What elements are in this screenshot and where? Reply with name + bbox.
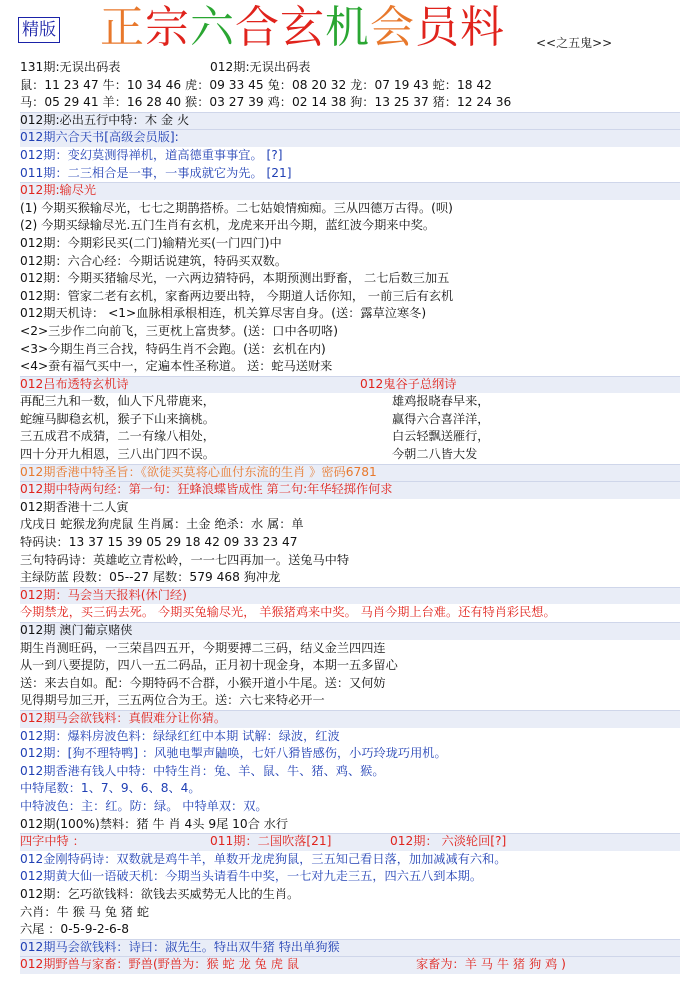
text-line	[20, 552, 680, 570]
line-text: 三句特码诗：英雄屹立青松岭，一一七四再加一。送兔马中特	[20, 552, 350, 567]
text-line	[20, 182, 680, 200]
line-text: 012期黄大仙一语破天机：今期当头请看牛中奖，一七对九走三五，四六五八到本期。	[20, 869, 483, 884]
divider	[20, 710, 680, 711]
page-header	[0, 0, 690, 58]
line-text: 012期香港十二人寅	[20, 499, 129, 514]
line-text: 012期天机诗： <1>血脉相承根相连，机关算尽害自身。(送：露草泣寒冬)	[20, 306, 427, 321]
line-text: <3>今期生肖三合找，特码生肖不会跑。(送：玄机在内)	[20, 341, 326, 356]
text-line	[20, 393, 680, 411]
text-line	[20, 657, 680, 675]
title-char: 员	[415, 2, 460, 53]
divider	[20, 622, 680, 623]
line-text: 012期：变幻莫测得禅机，道高德重事事宜。 [?]	[20, 147, 283, 162]
line-text: 012期：管家二老有玄机，家畜两边要出特， 今期道人话你知， 一前三后有玄机	[20, 288, 454, 303]
divider	[20, 481, 680, 482]
line-text: 012期:必出五行中特：木 金 火	[20, 112, 190, 127]
line-text: 011期：二三相合是一事，一事成就它为先。 [21]	[20, 165, 292, 180]
text-line	[20, 622, 680, 640]
text-line	[20, 710, 680, 728]
page-title	[100, 2, 505, 54]
line-text: 送：来去自如。配：今期特码不合群，小猴开道小牛尾。送：又何妨	[20, 675, 386, 690]
text-line	[20, 851, 680, 869]
line-text-left: 012期野兽与家畜：野兽(野兽为：猴 蛇 龙 兔 虎 鼠	[20, 957, 299, 972]
text-line	[20, 77, 680, 95]
line-text-left: 012吕布透特玄机诗	[20, 376, 129, 391]
divider	[20, 939, 680, 940]
line-text: 从一到八要提防，四八一五二码品，正月初十现金身，本期一五多留心	[20, 658, 398, 673]
text-line	[20, 94, 680, 112]
line-text: 012期(100%)禁料：猪 牛 肖 4头 9尾 10合 水行	[20, 816, 289, 831]
text-line	[20, 921, 680, 939]
text-line	[20, 798, 680, 816]
text-line	[20, 270, 680, 288]
text-line	[20, 763, 680, 781]
title-char: 玄	[280, 2, 325, 53]
line-text: 期生肖测旺码，一三荣昌四五开，今期要搏二三码，结义金兰四四连	[20, 640, 386, 655]
line-text: 012期马会欲钱料：诗曰：淑先生。特出双牛猪 特出单狗猴	[20, 939, 340, 954]
line-text: 012期中特两句经：第一句：狂蜂浪蝶皆成性 第二句:年华轻掷作何求	[20, 482, 393, 497]
text-line	[20, 745, 680, 763]
text-line	[20, 200, 680, 218]
line-text: 012期香港中特圣旨：《欲徒买莫将心血付东流的生肖 》密码6781	[20, 464, 377, 479]
line-text: 012期香港有钱人中特：中特生肖：兔、羊、鼠、牛、猪、鸡、猴。	[20, 763, 385, 778]
text-line	[20, 411, 680, 429]
line-text-right: 家畜为：羊 马 牛 猪 狗 鸡 )	[416, 957, 566, 972]
author-label: <<之五鬼>>	[536, 36, 613, 50]
text-line	[20, 587, 680, 605]
line-text: 见得期号加三开，三五两位合为王。送：六七来特必开一	[20, 693, 325, 708]
line-text: 012金刚特码诗：双数就是鸡牛羊，单数开龙虎狗鼠，三五知己看日落，加加减减有六和。	[20, 851, 507, 866]
divider	[20, 112, 680, 113]
text-line	[20, 640, 680, 658]
line-text-right: 012鬼谷子总纲诗	[360, 376, 457, 391]
text-line	[20, 147, 680, 165]
text-line	[20, 499, 680, 517]
line-text-right: 012期： 六淡轮回[?]	[390, 834, 507, 849]
text-line	[20, 886, 680, 904]
line-text-right: 012期:无误出码表	[210, 60, 311, 74]
text-line	[20, 816, 680, 834]
line-text-left: 蛇缠马脚稳玄机，猴子下山来摘桃。	[20, 411, 215, 426]
text-line	[20, 516, 680, 534]
title-char: 机	[325, 2, 370, 53]
text-line	[20, 217, 680, 235]
line-text: <4>蚕有福气买中一，定遍本性圣称道。 送：蛇马送财来	[20, 359, 333, 374]
line-text: 012期：今期彩民买(二门)输精光买(一门四门)中	[20, 235, 282, 250]
text-line	[20, 464, 680, 482]
line-text: 中特波色：主：红。防：绿。 中特单双：双。	[20, 798, 268, 813]
text-line	[20, 288, 680, 306]
line-text: 戊戌日 蛇猴龙狗虎鼠 生肖属：土金 绝杀：水 属：单	[20, 517, 304, 532]
line-text: 012期马会欲钱料：真假难分让你猜。	[20, 710, 227, 725]
line-text-right: 雄鸡报晓春早来，	[392, 394, 490, 409]
line-text: 012期:输尽光	[20, 183, 97, 198]
line-text-right: 白云轻飘送雁行，	[392, 429, 490, 444]
line-text-right: 011期：二国吹落[21]	[210, 834, 332, 849]
text-line	[20, 253, 680, 271]
title-char: 合	[235, 2, 280, 53]
line-text: 特码诀：13 37 15 39 05 29 18 42 09 33 23 47	[20, 535, 298, 550]
line-text: 马：05 29 41 羊：16 28 40 猴：03 27 39 鸡：02 14 38 狗：13 25 37 猪：12 24 36	[20, 95, 512, 110]
line-text: 六肖：牛 猴 马 兔 猪 蛇	[20, 904, 150, 919]
content-list	[20, 59, 680, 974]
line-text-left: 再配三九和一数，仙人下凡带鹿来，	[20, 394, 215, 409]
text-line	[20, 939, 680, 957]
line-text: (1) 今期买猴输尽光，七七之期鹊搭桥。二七姑娘情痴痴。三从四德万古得。(呗)	[20, 200, 453, 215]
divider	[20, 833, 680, 834]
line-text: 012期：今期买猪输尽光，一六两边猜特码，本期预测出野畜， 二七后数三加五	[20, 271, 450, 286]
line-text: 012期：[狗不理特鸭] ：风驰电掣声鼬唤，七奸八猾皆感伤，小巧玲珑巧用机。	[20, 746, 447, 761]
line-text: <2>三步作二向前飞，三更枕上富贵梦。(送：口中各叨咯)	[20, 323, 338, 338]
edition-badge: 精版	[18, 17, 60, 43]
text-line	[20, 780, 680, 798]
line-text: 012期：爆料房波色料：绿绿红红中本期 试解：绿波，红波	[20, 728, 340, 743]
text-line	[20, 728, 680, 746]
text-line	[20, 481, 680, 499]
line-text: 中特尾数：1、7、9、6、8、4。	[20, 781, 201, 796]
line-text-right: 今朝二八皆大发	[392, 447, 478, 462]
text-line	[20, 675, 680, 693]
text-line	[20, 376, 680, 394]
text-line	[20, 428, 680, 446]
text-line	[20, 59, 680, 77]
line-text: 012期：马会当天报料(休门经)	[20, 587, 187, 602]
line-text: 012期 澳门葡京赌侠	[20, 623, 133, 637]
line-text-left: 四字中特 ：	[20, 834, 85, 849]
line-text: 鼠：11 23 47 牛：10 34 46 虎：09 33 45 兔：08 20 32 龙：07 19 43 蛇：18 42	[20, 77, 492, 92]
line-text-left: 131期:无误出码表	[20, 60, 121, 74]
text-line	[20, 446, 680, 464]
divider	[20, 182, 680, 183]
text-line	[20, 868, 680, 886]
text-line	[20, 129, 680, 147]
divider	[20, 464, 680, 465]
line-text: 今期禁龙，买三码去死。 今期买兔输尽光， 羊猴猪鸡来中奖。 马肖今期上台难。还有特肖彩民想。	[20, 605, 556, 620]
line-text: 六尾 ：0-5-9-2-6-8	[20, 922, 129, 937]
divider	[20, 587, 680, 588]
title-char: 宗	[145, 2, 190, 53]
text-line	[20, 341, 680, 359]
line-text-right: 赢得六合喜洋洋，	[392, 411, 490, 426]
title-char: 六	[190, 2, 235, 53]
divider	[20, 129, 680, 130]
text-line	[20, 534, 680, 552]
text-line	[20, 235, 680, 253]
line-text: (2) 今期买绿输尽光.五门生肖有玄机，龙虎来开出今期，蓝红波今期来中奖。	[20, 218, 436, 233]
line-text-left: 四十分开九相恩，三八出门四不误。	[20, 447, 215, 462]
text-line	[20, 305, 680, 323]
text-line	[20, 956, 680, 974]
title-char: 会	[370, 2, 415, 53]
line-text-left: 三五成君不成猜，二一有缘八相处，	[20, 429, 215, 444]
line-text: 主绿防蓝 段数：05--27 尾数：579 468 狗冲龙	[20, 570, 281, 585]
text-line	[20, 604, 680, 622]
text-line	[20, 358, 680, 376]
text-line	[20, 569, 680, 587]
text-line	[20, 323, 680, 341]
text-line	[20, 112, 680, 130]
title-char: 料	[460, 2, 505, 53]
line-text: 012期六合天书[高级会员版]:	[20, 130, 179, 145]
text-line	[20, 692, 680, 710]
text-line	[20, 904, 680, 922]
text-line	[20, 165, 680, 183]
text-line	[20, 833, 680, 851]
line-text: 012期：六合心经：今期话说建筑，特码买双数。	[20, 253, 288, 268]
title-char: 正	[100, 2, 145, 53]
line-text: 012期：乞巧欲钱料：欲钱去买威势无人比的生肖。	[20, 886, 300, 901]
